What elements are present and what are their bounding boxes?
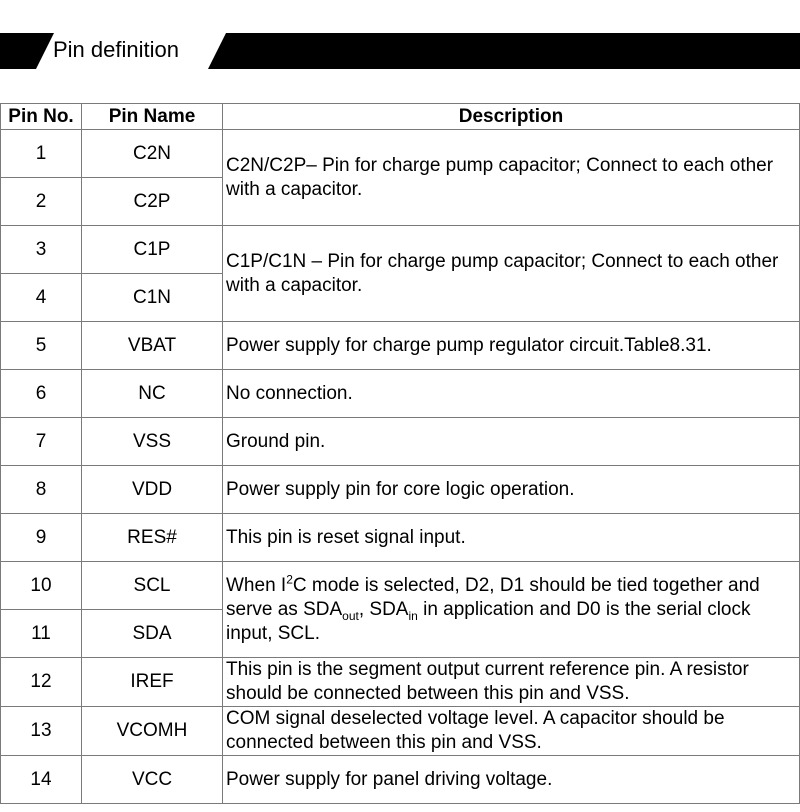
i2c-text-2: C mode is selected, D2, D1 should be tied together and serve as SDA <box>226 574 760 620</box>
header-pin-name: Pin Name <box>82 104 223 130</box>
pin-name: IREF <box>82 658 223 707</box>
pin-name: VSS <box>82 418 223 466</box>
table-row <box>1 322 800 370</box>
pin-description: C2N/C2P– Pin for charge pump capacitor; Connect to each other with a capacitor. <box>223 130 800 226</box>
pin-name: C1N <box>82 274 223 322</box>
pin-description: Power supply for panel driving voltage. <box>223 756 800 804</box>
header-description: Description <box>223 104 800 130</box>
pin-description-i2c <box>223 562 800 658</box>
table-row <box>1 707 800 756</box>
pin-name: VBAT <box>82 322 223 370</box>
i2c-text-4: in application and D0 is the serial clock input, SCL. <box>226 598 751 644</box>
pin-name: NC <box>82 370 223 418</box>
pin-description: This pin is the segment output current reference pin. A resistor should be connected between this pin and VSS. <box>223 658 800 707</box>
pin-no: 8 <box>1 466 82 514</box>
pin-no: 9 <box>1 514 82 562</box>
pin-name: RES# <box>82 514 223 562</box>
pin-description: Power supply for charge pump regulator circuit.Table8.31. <box>223 322 800 370</box>
pin-no: 11 <box>1 610 82 658</box>
table-row <box>1 226 800 274</box>
pin-no: 2 <box>1 178 82 226</box>
i2c-sub-out: out <box>342 608 359 623</box>
pin-name: VDD <box>82 466 223 514</box>
pin-name: SDA <box>82 610 223 658</box>
pin-no: 1 <box>1 130 82 178</box>
pin-name: C1P <box>82 226 223 274</box>
table-row <box>1 514 800 562</box>
table-row <box>1 130 800 178</box>
table-row <box>1 370 800 418</box>
i2c-text-3: , SDA <box>358 598 409 620</box>
pin-description: This pin is reset signal input. <box>223 514 800 562</box>
pin-no: 3 <box>1 226 82 274</box>
header-pin-no: Pin No. <box>1 104 82 130</box>
pin-no: 12 <box>1 658 82 707</box>
pin-no: 7 <box>1 418 82 466</box>
table-row <box>1 658 800 707</box>
pin-name: VCOMH <box>82 707 223 756</box>
pin-no: 14 <box>1 756 82 804</box>
pin-name: SCL <box>82 562 223 610</box>
table-row <box>1 562 800 610</box>
pin-name: C2P <box>82 178 223 226</box>
pin-description: COM signal deselected voltage level. A capacitor should be connected between this pin and VSS. <box>223 707 800 756</box>
pin-no: 4 <box>1 274 82 322</box>
table-row <box>1 756 800 804</box>
i2c-sup: 2 <box>286 572 293 587</box>
pin-no: 13 <box>1 707 82 756</box>
pin-description: No connection. <box>223 370 800 418</box>
table-row <box>1 418 800 466</box>
pin-no: 5 <box>1 322 82 370</box>
pin-description: C1P/C1N – Pin for charge pump capacitor; Connect to each other with a capacitor. <box>223 226 800 322</box>
pin-description: Power supply pin for core logic operation. <box>223 466 800 514</box>
pin-no: 6 <box>1 370 82 418</box>
pin-name: VCC <box>82 756 223 804</box>
pin-description: Ground pin. <box>223 418 800 466</box>
i2c-sub-in: in <box>408 608 418 623</box>
pin-no: 10 <box>1 562 82 610</box>
table-row <box>1 466 800 514</box>
section-title: Pin definition <box>53 37 179 62</box>
pin-table <box>0 103 800 804</box>
table-header-row <box>1 104 800 130</box>
i2c-text-1: When I <box>226 574 287 596</box>
pin-name: C2N <box>82 130 223 178</box>
